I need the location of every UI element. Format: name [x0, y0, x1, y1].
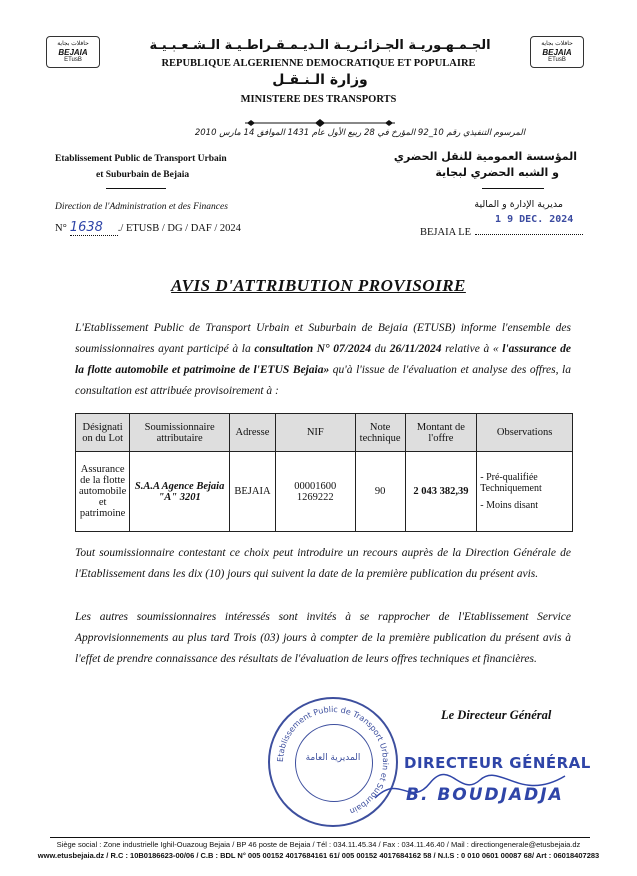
- stamp-ring-french: Etablissement Public de Transport Urbain et Suburbain: [275, 704, 391, 816]
- ministry-arabic: وزارة الـنـقـل: [272, 72, 368, 88]
- footer-address: Siège social : Zone industrielle Ighil-Ouazoug Bejaia / BP 46 poste de Bejaia / Tél : 034.11.45.34 / Fax : 034.11.46.40 / Mail : directiongenerale@etusbejaia.dz: [56, 840, 581, 849]
- republic-french: REPUBLIQUE ALGERIENNE DEMOCRATIQUE ET POPULAIRE: [161, 58, 476, 69]
- ornament-divider: [245, 118, 395, 128]
- stamp-role: DIRECTEUR GÉNÉRAL: [404, 754, 591, 772]
- ref-prefix: N°: [55, 223, 67, 234]
- logo-right-arabic: حافلات بجاية: [541, 40, 573, 47]
- reference-line: [55, 220, 241, 236]
- header-note: Note technique: [355, 414, 405, 452]
- date-line: [420, 214, 583, 238]
- stamp-name: B. BOUDJADJA: [406, 785, 564, 805]
- table-header-row: [76, 414, 573, 452]
- header-amount: Montant de l'offre: [405, 414, 477, 452]
- signatory-title: Le Directeur Général: [441, 708, 552, 722]
- ref-number-handwritten: 1638: [70, 220, 118, 236]
- divider: [106, 188, 166, 189]
- establishment-arabic-line2: و الشبه الحضري لبجاية: [435, 166, 559, 179]
- ref-suffix: ./ ETUSB / DG / DAF / 2024: [117, 223, 241, 234]
- award-table: [75, 413, 573, 532]
- intro-text: L'Etablissement Public de Transport Urbain et Suburbain de Bejaia (ETUSB) informe l'ensemble des soumissionnaires ayant participé à la: [75, 322, 571, 355]
- consultation-date: 26/11/2024: [389, 343, 442, 355]
- observation-item: - Pré-qualifiée Techniquement: [480, 472, 542, 494]
- logo-right-sub: ETusB: [548, 56, 566, 63]
- consultation-subject: l'assurance de la flotte automobile et patrimoine de l'ETUS Bejaia»: [75, 343, 571, 376]
- logo-left-sub: ETusB: [64, 56, 82, 63]
- cell-lot: Assurance de la flotte automobile et patrimoine: [76, 452, 130, 532]
- cell-bidder: S.A.A Agence Bejaia "A" 3201: [130, 452, 230, 532]
- header-lot: Désignati on du Lot: [76, 414, 130, 452]
- logo-left-name: BEJAIA: [58, 47, 88, 57]
- logo-right-name: BEJAIA: [542, 47, 572, 57]
- divider: [482, 188, 544, 189]
- establishment-french-line1: Etablissement Public de Transport Urbain: [55, 154, 227, 164]
- footer-divider: [50, 837, 590, 838]
- stamp-center-text: المديرية العامة: [305, 753, 361, 763]
- header-address: Adresse: [229, 414, 275, 452]
- republic-arabic: الجـمـهـوريـة الجـزائـريـة الـديـمـقـراطـيـة الـشـعـبـيـة: [149, 38, 491, 53]
- cell-observations: [477, 452, 573, 532]
- intro-text: relative à «: [441, 343, 503, 355]
- nif-line1: 00001600: [294, 480, 337, 492]
- footer-registration: www.etusbejaia.dz / R.C : 10B0186623-00/06 / C.B : BDL N° 005 00152 4017684161 61/ 005 00152 4017684162 58 / N.I.S : 0 010 0601 00087 68/ Art : 06018407283: [37, 851, 600, 860]
- ministry-french: MINISTERE DES TRANSPORTS: [240, 94, 397, 105]
- intro-text: du: [370, 343, 390, 355]
- header-observations: Observations: [477, 414, 573, 452]
- date-stamp: 1 9 DEC. 2024: [495, 214, 574, 225]
- cell-nif: [275, 452, 355, 532]
- page-title: AVIS D'ATTRIBUTION PROVISOIRE: [171, 276, 466, 295]
- cell-note: 90: [355, 452, 405, 532]
- place-label: BEJAIA LE: [420, 227, 472, 238]
- cell-address: BEJAIA: [229, 452, 275, 532]
- intro-paragraph: [75, 318, 571, 402]
- intro-text: qu'à l'issue de l'évaluation et analyse des offres, la consultation est attribuée provisoirement à :: [75, 364, 572, 397]
- handwritten-signature: [370, 768, 570, 808]
- table-row: [76, 452, 573, 532]
- observation-item: - Moins disant: [480, 500, 539, 511]
- other-bidders-paragraph: Les autres soumissionnaires intéressés sont invités à se rapprocher de l'Etablissement Service Approvisionnements au plus tard Trois (03) jours à compter de la première publication du présent avis à l'effet de prendre connaissance des résultats de l'évaluation de leurs offres techniques et financières.: [75, 611, 571, 665]
- establishment-french-line2: et Suburbain de Bejaia: [96, 170, 190, 180]
- logo-left-arabic: حافلات بجاية: [57, 40, 89, 47]
- stamp-center: [295, 724, 373, 802]
- recourse-paragraph: Tout soumissionnaire contestant ce choix peut introduire un recours auprès de la Direction Générale de l'Etablissement dans les dix (10) jours qui suivent la date de la première publication du présent avis.: [75, 547, 571, 580]
- direction-arabic: مديرية الإدارة و المالية: [474, 199, 563, 210]
- nif-line2: 1269222: [296, 491, 334, 503]
- header-bidder: Soumissionnaire attributaire: [130, 414, 230, 452]
- establishment-arabic-line1: المؤسسة العمومية للنقل الحضري: [393, 150, 577, 163]
- direction-french: Direction de l'Administration et des Finances: [55, 202, 228, 212]
- consultation-number: consultation N° 07/2024: [254, 343, 371, 355]
- cell-amount: 2 043 382,39: [405, 452, 477, 532]
- date-field: [475, 214, 583, 235]
- decree-arabic: المرسوم التنفيذي رقم 10_92 المؤرخ في 28 ربيع الأول عام 1431 الموافق 14 مارس 2010: [194, 128, 526, 138]
- header-nif: NIF: [275, 414, 355, 452]
